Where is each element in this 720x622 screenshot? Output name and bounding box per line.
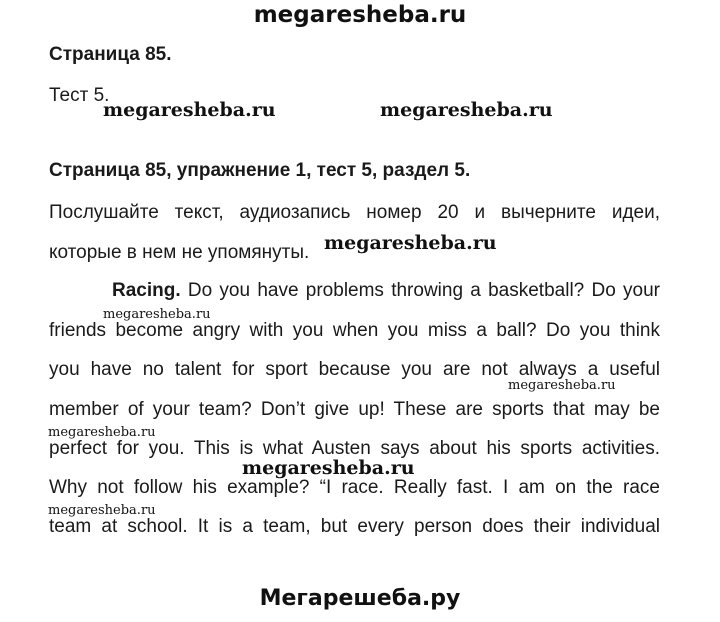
watermark: megaresheba.ru — [242, 457, 415, 479]
passage-line — [112, 280, 660, 302]
watermark: megaresheba.ru — [103, 307, 211, 322]
test-label: Тест 5. — [49, 85, 110, 106]
passage-line: team at school. It is a team, but every person does their individual — [49, 516, 660, 537]
site-footer: Мегарешеба.ру — [259, 586, 461, 611]
passage-line: you have no talent for sport because you are not always a useful — [49, 359, 660, 380]
passage-line: Why not follow his example? “I race. Really fast. I am on the race — [49, 477, 660, 498]
passage-line: member of your team? Don’t give up! These are sports that may be — [49, 399, 660, 420]
watermark: megaresheba.ru — [48, 503, 156, 518]
task-line: которые в нем не упомянуты. — [49, 242, 310, 263]
passage-title: Racing. — [112, 280, 181, 301]
section-heading: Страница 85, упражнение 1, тест 5, раздел 5. — [49, 160, 471, 181]
watermark: megaresheba.ru — [48, 425, 156, 440]
watermark: megaresheba.ru — [324, 232, 497, 254]
watermark: megaresheba.ru — [508, 378, 616, 393]
passage-text: Do you have problems throwing a basketball? Do your — [180, 280, 660, 301]
site-header: megaresheba.ru — [253, 2, 467, 28]
watermark: megaresheba.ru — [103, 99, 276, 121]
page-heading: Страница 85. — [49, 44, 172, 65]
task-line: Послушайте текст, аудиозапись номер 20 и вычерните идеи, — [49, 202, 660, 223]
watermark: megaresheba.ru — [380, 99, 553, 121]
passage-line: perfect for you. This is what Austen says about his sports activities. — [49, 438, 660, 459]
passage-line: friends become angry with you when you miss a ball? Do you think — [49, 320, 660, 341]
